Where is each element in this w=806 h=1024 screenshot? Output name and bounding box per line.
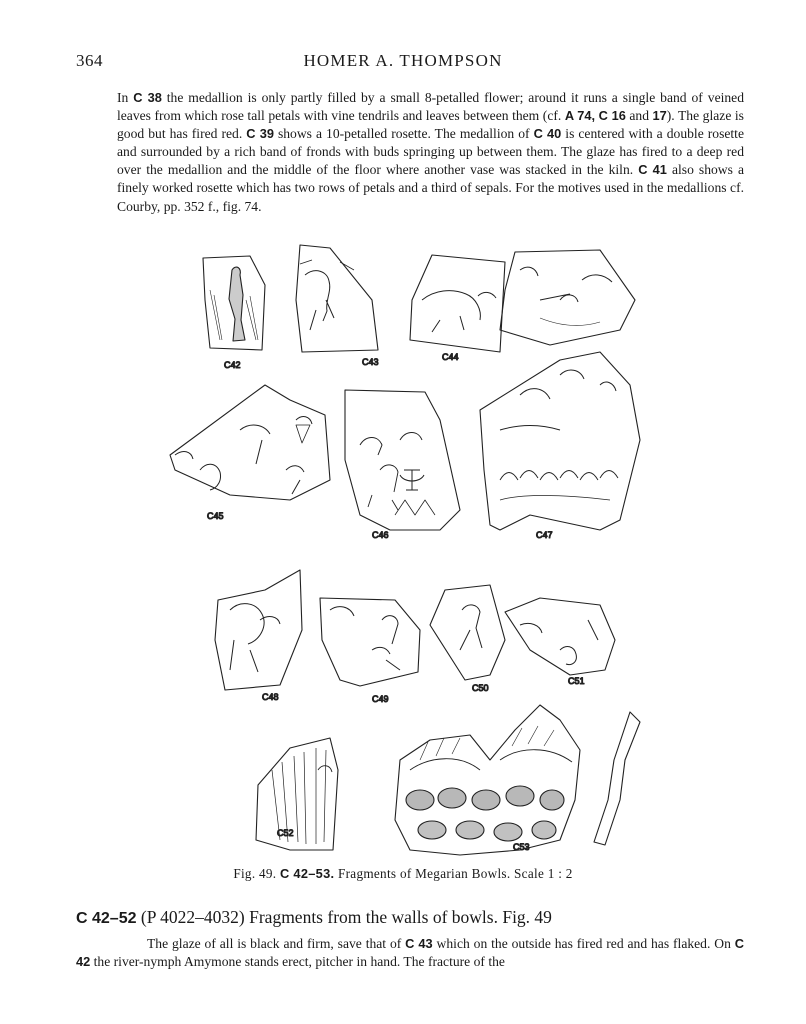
fig-label-c42: C42 [224,360,241,370]
text-segment: In [117,90,134,105]
fig-label-c50: C50 [472,683,489,693]
text-segment: the river-nymph Amymone stands erect, pitcher in hand. The fracture of the [90,954,505,970]
intro-paragraph [117,89,744,216]
fragment-c47 [480,352,640,540]
fragment-c51 [505,598,615,686]
text-segment: also shows a finely worked rosette which has two rows of petals and a third of sepals. For the motives used in the medallions cf. Courby, pp. 352 f., fig. 74. [117,162,745,214]
fragment-c49 [320,598,420,704]
fragment-c50 [430,585,505,693]
fragment-c46 [345,390,460,540]
fig-label-c53: C53 [513,842,530,852]
fig-label-c46: C46 [372,530,389,540]
catalog-ref: 17 [652,108,667,124]
catalog-ref: C 38 [133,90,162,105]
fig-label-c43: C43 [362,357,379,367]
caption-text: Fragments of Megarian Bowls. Scale 1 : 2 [337,866,573,881]
catalog-ref: A 74, [564,108,596,124]
catalog-ref: C 42–53. [280,866,335,881]
fig-label-c51: C51 [568,676,585,686]
caption-prefix: Fig. 49. [233,866,277,881]
text-segment: shows a 10-petalled rosette. The medallion of [273,126,534,142]
fig-label-c47: C47 [536,530,553,540]
fragment-c45 [170,385,330,521]
catalog-ref: C 43 [405,936,433,951]
catalog-ref: C 40 [533,126,562,142]
text-segment: The glaze of all is black and firm, save that of [147,936,406,951]
figure-caption [0,866,806,882]
catalog-ref: C 39 [246,126,274,142]
entry-body [76,935,744,971]
entry-title: (P 4022–4032) Fragments from the walls of bowls. Fig. 49 [140,907,552,927]
entry-heading [76,907,552,928]
fragment-c43 [296,245,379,367]
text-segment: which on the outside has fired red and has flaked. On [432,936,735,951]
fragment-c48 [215,570,302,702]
catalog-ref: C 41 [638,162,667,178]
fragment-c53 [395,705,580,855]
fig-label-c52: C52 [277,828,294,838]
text-segment: the medallion is only partly filled by a small 8-petalled flower; around it runs a single band of veined leaves from which rose tall petals with vine tendrils and leaves between them (cf. [117,90,745,124]
catalog-ref: C 42–52 [76,910,137,927]
catalog-ref: C 16 [598,108,626,124]
fragment-c52 [256,738,338,850]
catalog-ref: C 42 [76,936,744,970]
fig-label-c44: C44 [442,352,459,362]
fig-label-c49: C49 [372,694,389,704]
text-segment: ). The glaze is good but has fired red. [117,108,744,142]
fragment-c42 [203,256,265,370]
running-head: HOMER A. THOMPSON [303,51,503,70]
text-segment: and [625,108,653,124]
fragment-c53-profile [594,712,640,845]
page-number: 364 [76,51,103,70]
fragment-c44 [410,255,505,362]
fig-label-c45: C45 [207,511,224,521]
fragment-c44b [500,250,635,345]
fig-label-c48: C48 [262,692,279,702]
text-segment: is centered with a double rosette and surrounded by a rich band of fronds with buds springing up between them. The glaze has fired to a deep red over the medallion and the middle of the floor where another vase was stacked in the kiln. [117,126,744,178]
